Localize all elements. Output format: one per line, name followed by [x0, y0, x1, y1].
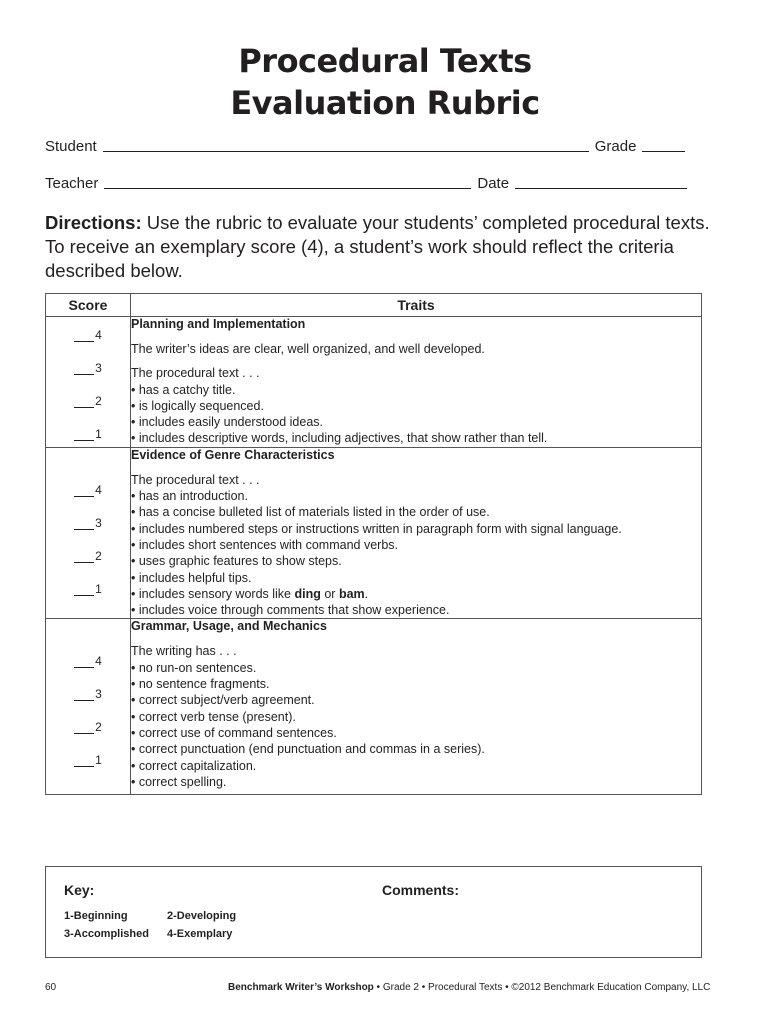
- trait-bullet: • has an introduction.: [131, 489, 248, 504]
- trait-lead: The procedural text . . .: [131, 472, 260, 487]
- trait-bullet: • includes easily understood ideas.: [131, 415, 323, 430]
- trait-bullet: • includes sensory words like ding or bam.: [131, 586, 369, 601]
- directions-label: Directions:: [45, 212, 142, 233]
- trait-bullet: • includes descriptive words, including adjectives, that show rather than tell.: [131, 431, 548, 446]
- rubric-row-genre: [46, 447, 702, 619]
- rubric-table: [45, 293, 702, 795]
- traits-header: Traits: [131, 294, 702, 317]
- student-grade-row: [45, 137, 691, 155]
- teacher-date-row: [45, 174, 693, 192]
- score-option[interactable]: 3: [46, 342, 130, 375]
- trait-bullet: • includes helpful tips.: [131, 570, 252, 585]
- key-item: 2-Developing: [167, 910, 237, 922]
- score-cell: [46, 619, 131, 795]
- trait-bullet: • has a catchy title.: [131, 382, 236, 397]
- student-field[interactable]: [103, 137, 589, 152]
- key-title: Key:: [64, 882, 95, 898]
- trait-bullet: • uses graphic features to show steps.: [131, 554, 342, 569]
- trait-bullet: • has a concise bulleted list of materials listed in the order of use.: [131, 505, 490, 520]
- rubric-row-planning: [46, 317, 702, 448]
- trait-intro: The writer’s ideas are clear, well organized, and well developed.: [131, 342, 485, 356]
- score-option[interactable]: 2: [46, 375, 130, 408]
- comments-title: Comments:: [382, 882, 460, 898]
- score-option[interactable]: 4: [46, 464, 130, 497]
- traits-cell: [131, 619, 702, 795]
- footer-credit: [228, 982, 710, 993]
- title-line-2: Evaluation Rubric: [230, 84, 540, 122]
- score-option[interactable]: 1: [46, 563, 130, 596]
- teacher-field[interactable]: [104, 174, 471, 189]
- trait-bullet: • correct verb tense (present).: [131, 709, 296, 724]
- score-cell: [46, 447, 131, 619]
- score-option[interactable]: 1: [46, 408, 130, 441]
- score-option[interactable]: 2: [46, 701, 130, 734]
- trait-bullet: • correct punctuation (end punctuation and commas in a series).: [131, 742, 485, 757]
- trait-bullet: • is logically sequenced.: [131, 398, 264, 413]
- score-cell: [46, 317, 131, 448]
- trait-bullet: • correct spelling.: [131, 774, 227, 789]
- date-field[interactable]: [515, 174, 687, 189]
- score-option[interactable]: 4: [46, 635, 130, 668]
- grade-label: Grade: [594, 138, 637, 155]
- page-number: 60: [45, 982, 57, 993]
- trait-lead: The writing has . . .: [131, 644, 237, 659]
- trait-bullet: • no sentence fragments.: [131, 677, 270, 692]
- title-line-1: Procedural Texts: [238, 42, 532, 80]
- directions-text: Use the rubric to evaluate your students’ completed procedural texts. To receive an exemplary score (4), a student’s work should reflect the criteria described below.: [45, 212, 710, 281]
- score-option[interactable]: 4: [46, 317, 130, 342]
- table-header-row: [46, 294, 702, 317]
- key-item: 1-Beginning: [64, 910, 128, 922]
- key-box: [45, 866, 702, 958]
- trait-bullet: • no run-on sentences.: [131, 660, 257, 675]
- trait-bullet: • includes numbered steps or instructions written in paragraph form with signal language.: [131, 521, 622, 536]
- score-option[interactable]: 2: [46, 530, 130, 563]
- page-title: [0, 40, 770, 124]
- trait-bullet: • correct use of command sentences.: [131, 725, 337, 740]
- footer-product: Benchmark Writer’s Workshop: [228, 982, 374, 993]
- grade-field[interactable]: [642, 137, 685, 152]
- trait-bullet: • includes voice through comments that show experience.: [131, 603, 450, 618]
- trait-bullet: • correct capitalization.: [131, 758, 257, 773]
- date-label: Date: [477, 175, 510, 192]
- traits-cell: [131, 317, 702, 448]
- key-item: 3-Accomplished: [64, 928, 149, 940]
- score-header: Score: [46, 294, 131, 317]
- traits-cell: [131, 447, 702, 619]
- trait-bullet: • correct subject/verb agreement.: [131, 693, 315, 708]
- section-title: Evidence of Genre Characteristics: [131, 447, 335, 462]
- trait-bullet: • includes short sentences with command verbs.: [131, 537, 398, 552]
- rubric-row-grammar: [46, 619, 702, 795]
- section-title: Grammar, Usage, and Mechanics: [131, 619, 327, 634]
- section-title: Planning and Implementation: [131, 317, 306, 331]
- footer-details: • Grade 2 • Procedural Texts • ©2012 Benchmark Education Company, LLC: [373, 982, 711, 993]
- score-option[interactable]: 3: [46, 668, 130, 701]
- directions: [45, 211, 710, 283]
- trait-lead: The procedural text . . .: [131, 366, 260, 381]
- key-item: 4-Exemplary: [167, 928, 233, 940]
- student-label: Student: [45, 138, 97, 155]
- score-option[interactable]: 1: [46, 734, 130, 767]
- score-option[interactable]: 3: [46, 497, 130, 530]
- teacher-label: Teacher: [45, 175, 99, 192]
